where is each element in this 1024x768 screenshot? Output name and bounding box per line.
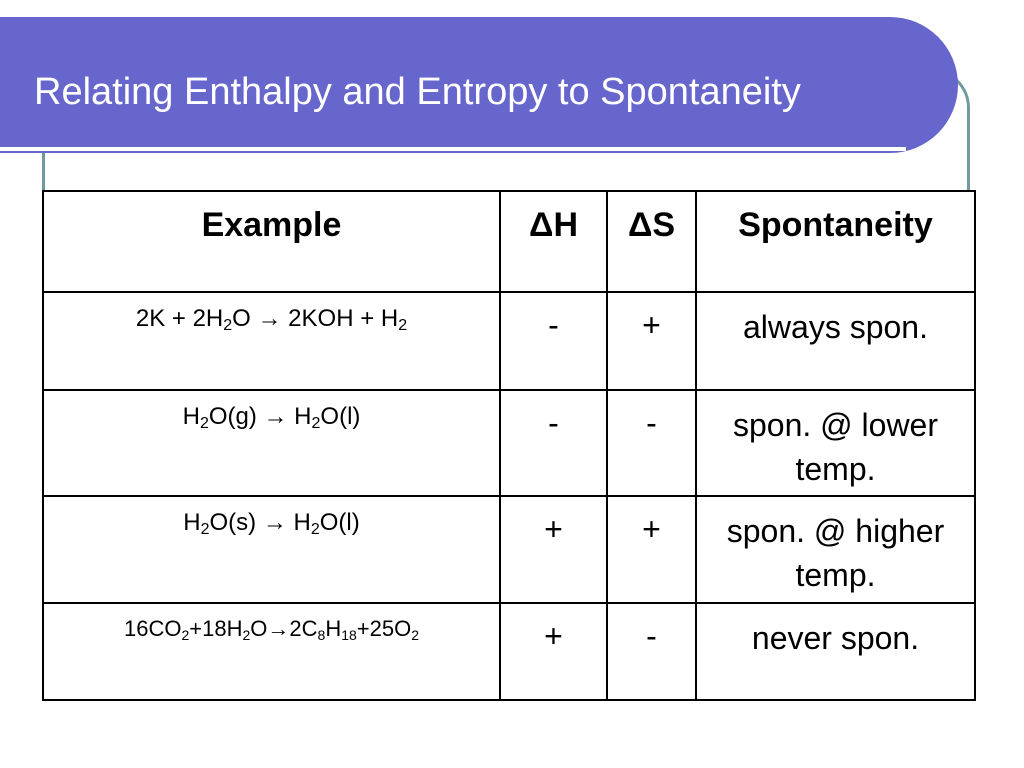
reaction-arrow-icon: → [263,403,288,430]
table-row [43,603,975,700]
delta-s-cell: - [607,603,696,700]
header-example: Example [43,191,500,292]
equation-text: 2C [289,616,318,641]
title-underline [0,147,906,151]
delta-h-cell: + [500,496,607,603]
subscript: 2 [310,521,320,538]
equation-text: H [325,616,342,641]
equation-text: H [286,509,311,536]
header-spontaneity: Spontaneity [696,191,975,292]
subscript: 2 [200,521,210,538]
table-row [43,292,975,390]
subscript: 2 [398,317,408,334]
delta-s-cell: + [607,496,696,603]
equation-text: O(s) [209,509,263,536]
slide-title: Relating Enthalpy and Entropy to Spontaneity [34,71,801,113]
reaction-arrow-icon: → [267,616,290,641]
delta-h-cell: + [500,603,607,700]
subscript: 18 [341,627,357,643]
subscript: 2 [199,415,209,432]
example-cell [43,603,500,700]
subscript: 2 [411,627,420,643]
thermo-table [42,190,976,701]
spontaneity-cell: never spon. [696,603,975,700]
subscript: 2 [181,627,190,643]
equation-text: O(l) [319,509,360,536]
equation-text: 2K + 2H [135,305,224,332]
spontaneity-cell: always spon. [696,292,975,390]
equation-text: +18H [189,616,243,641]
example-cell [43,390,500,496]
reaction-arrow-icon: → [257,305,282,332]
subscript: 2 [311,415,321,432]
equation-text: H [287,403,312,430]
header-row [43,191,975,292]
delta-h-cell: - [500,390,607,496]
table-row [43,390,975,496]
equation-text: H [183,509,201,536]
spontaneity-cell: spon. @ higher temp. [696,496,975,603]
delta-h-cell: - [500,292,607,390]
equation-text: H [182,403,200,430]
equation-text: +25O [356,616,412,641]
subscript: 2 [242,627,251,643]
delta-s-cell: - [607,390,696,496]
title-bar [0,17,958,153]
subscript: 2 [223,317,233,334]
spontaneity-cell: spon. @ lower temp. [696,390,975,496]
equation-text: O [232,305,258,332]
equation-text: 16CO [123,616,182,641]
subscript: 8 [317,627,326,643]
equation-text: 2KOH + H [281,305,399,332]
reaction-arrow-icon: → [262,509,287,536]
equation-text: O(g) [208,403,264,430]
header-delta-s: ΔS [607,191,696,292]
table-row [43,496,975,603]
example-cell [43,496,500,603]
equation-text: O(l) [320,403,361,430]
delta-s-cell: + [607,292,696,390]
equation-text: O [250,616,268,641]
header-delta-h: ΔH [500,191,607,292]
example-cell [43,292,500,390]
